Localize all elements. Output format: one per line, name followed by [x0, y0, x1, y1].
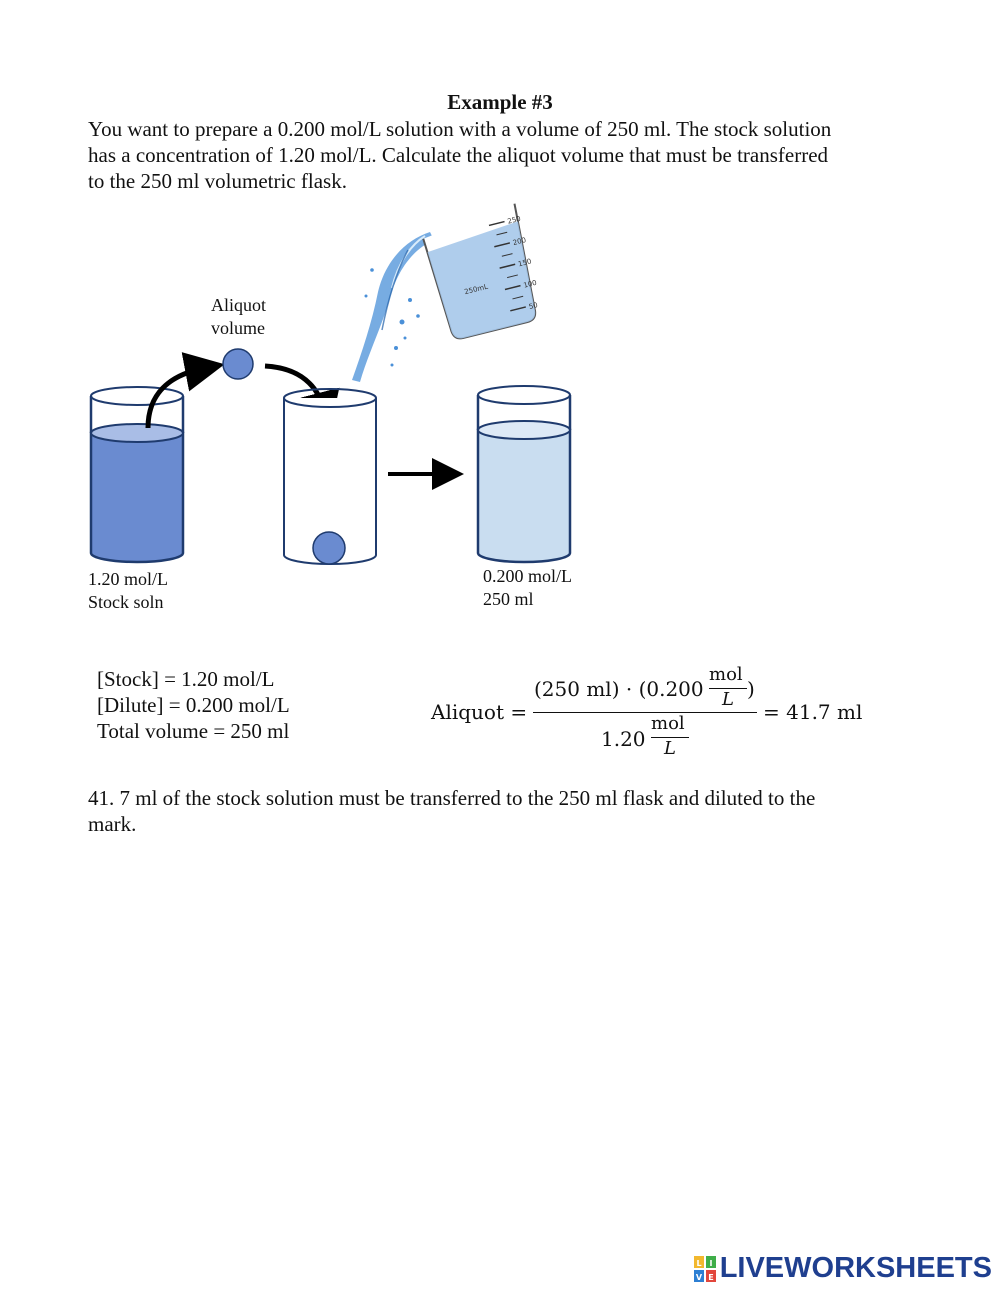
dilute-liquid-surface: [478, 421, 570, 439]
given-values: [97, 666, 290, 744]
dilute-liquid: [478, 430, 570, 562]
example-title: Example #3: [447, 90, 553, 114]
beaker-mark-50: 50: [528, 301, 539, 312]
aliquot-label-line-1: Aliquot: [211, 295, 267, 315]
stock-label: [88, 568, 168, 614]
stock-liquid: [91, 433, 183, 562]
beaker-mark-200: 200: [512, 236, 527, 248]
dilute-cylinder: [478, 386, 570, 562]
aliquot-in-cylinder: [313, 532, 345, 564]
dilute-label-line-2: 250 ml: [483, 589, 534, 609]
equation-denominator-text: 1.20: [601, 727, 646, 751]
beaker-mark-100: 100: [522, 278, 538, 290]
aliquot-drop: [223, 349, 253, 379]
given-total-volume: Total volume = 250 ml: [97, 719, 290, 743]
logo-letter-v: V: [695, 1272, 702, 1282]
logo-blocks-icon: [694, 1256, 716, 1282]
equation-numerator-text: (250 ml) · (0.200: [534, 677, 704, 701]
equation-result: = 41.7 ml: [763, 700, 863, 724]
stock-label-line-1: 1.20 mol/L: [88, 569, 168, 589]
aliquot-label: [211, 294, 266, 340]
stock-liquid-surface: [91, 424, 183, 442]
beaker-capacity-label: 250mL: [463, 282, 489, 297]
transfer-arrow-1: [148, 368, 205, 428]
problem-line-3: to the 250 ml volumetric flask.: [88, 169, 347, 193]
denominator-unit-top: mol: [651, 713, 685, 734]
problem-line-1: You want to prepare a 0.200 mol/L solution with a volume of 250 ml. The stock solution: [88, 117, 832, 141]
water-stream: [352, 232, 434, 382]
stock-label-line-2: Stock soln: [88, 592, 164, 612]
logo-letter-i: I: [709, 1258, 713, 1268]
conclusion-line-1: 41. 7 ml of the stock solution must be transferred to the 250 ml flask and diluted to the: [88, 786, 816, 810]
beaker-mark-150: 150: [517, 257, 533, 269]
conclusion-line-2: mark.: [88, 812, 137, 836]
numerator-unit-bottom: L: [722, 689, 734, 710]
dilute-label-line-1: 0.200 mol/L: [483, 566, 572, 586]
beaker-mark-250: 250: [506, 214, 522, 226]
equation-lhs: Aliquot =: [431, 700, 528, 724]
equation-numerator-close: ): [747, 677, 755, 701]
problem-statement: [88, 116, 918, 194]
given-stock: [Stock] = 1.20 mol/L: [97, 667, 275, 691]
liveworksheets-logo[interactable]: [694, 1252, 992, 1285]
logo-letter-l: L: [696, 1258, 702, 1268]
logo-text: LIVEWORKSHEETS: [719, 1252, 992, 1284]
given-dilute: [Dilute] = 0.200 mol/L: [97, 693, 290, 717]
main-fraction-bar: [533, 712, 757, 713]
aliquot-label-line-2: volume: [211, 318, 265, 338]
logo-letter-e: E: [707, 1272, 714, 1282]
dilution-diagram: [0, 190, 620, 580]
pouring-beaker: [420, 203, 545, 342]
problem-line-2: has a concentration of 1.20 mol/L. Calculate the aliquot volume that must be transferred: [88, 143, 829, 167]
numerator-unit-top: mol: [709, 664, 743, 685]
denominator-unit-bottom: L: [664, 738, 676, 759]
empty-cylinder: [284, 389, 376, 564]
dilute-label: [483, 565, 572, 611]
stock-cylinder: [91, 387, 183, 562]
conclusion: [88, 785, 918, 837]
